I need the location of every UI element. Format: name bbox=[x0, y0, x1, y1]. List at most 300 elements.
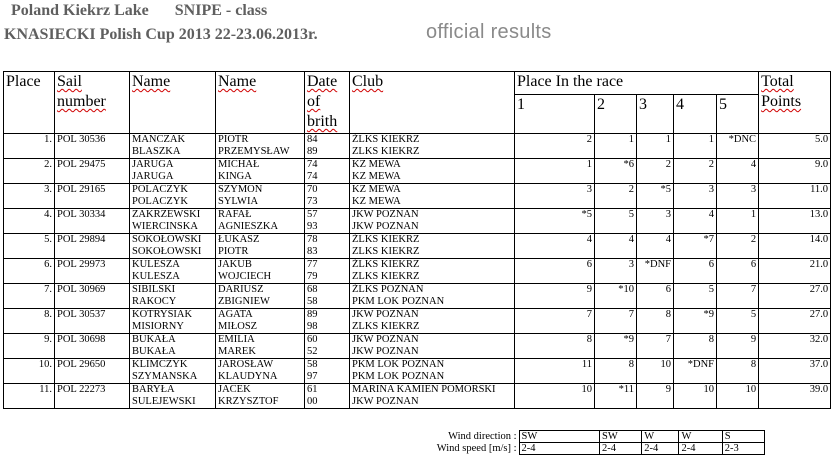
cell-line: SIBILSKI bbox=[132, 284, 176, 295]
place-cell bbox=[4, 259, 55, 284]
place-value: 4. bbox=[44, 209, 52, 220]
cell-line: 77 bbox=[307, 259, 318, 270]
race-result-cell bbox=[717, 309, 759, 334]
race-result-value: 6 bbox=[708, 259, 714, 270]
total-points-value: 21.0 bbox=[809, 259, 829, 270]
race-result-value: *DNF bbox=[687, 359, 714, 370]
cell-line: BLASZKA bbox=[132, 146, 181, 157]
place-cell bbox=[4, 309, 55, 334]
race-result-cell bbox=[674, 134, 717, 159]
race-result-value: 2 bbox=[628, 184, 634, 195]
race-result-value: 2 bbox=[665, 159, 671, 170]
cell-line: PIOTR bbox=[218, 246, 249, 257]
cell-line: JKW POZNAN bbox=[352, 309, 419, 320]
club-cell bbox=[350, 309, 515, 334]
race-result-cell bbox=[637, 134, 674, 159]
total-points-cell bbox=[759, 284, 831, 309]
race-result-cell bbox=[717, 384, 759, 409]
cell-line: JACEK bbox=[218, 384, 251, 395]
cell-line: 74 bbox=[307, 171, 318, 182]
birth-year-cell bbox=[305, 209, 350, 234]
results-table bbox=[3, 71, 831, 409]
race-result-cell bbox=[717, 284, 759, 309]
race-result-value: 7 bbox=[586, 309, 592, 320]
race-result-cell bbox=[515, 334, 595, 359]
cell-line: SOKOŁOWSKI bbox=[132, 234, 202, 245]
cell-line: 89 bbox=[307, 309, 318, 320]
cell-line: 84 bbox=[307, 134, 318, 145]
cell-line: MARINA KAMIEN POMORSKI bbox=[352, 384, 496, 395]
col-race-1: 1 bbox=[515, 95, 595, 134]
total-points-value: 14.0 bbox=[809, 234, 829, 245]
place-cell bbox=[4, 359, 55, 384]
place-value: 8. bbox=[44, 309, 52, 320]
col-race-5: 5 bbox=[717, 95, 759, 134]
cell-line: SZYMON bbox=[218, 184, 263, 195]
col-race-4: 4 bbox=[674, 95, 717, 134]
sail-number-value: POL 29650 bbox=[57, 359, 106, 370]
table-row bbox=[4, 334, 831, 359]
total-points-value: 13.0 bbox=[809, 209, 829, 220]
surname-cell bbox=[130, 334, 216, 359]
race-result-cell bbox=[637, 184, 674, 209]
cell-line: KULESZA bbox=[132, 271, 180, 282]
race-result-value: 10 bbox=[581, 384, 592, 395]
cell-line: RAKOCY bbox=[132, 296, 177, 307]
table-row bbox=[4, 134, 831, 159]
table-row bbox=[4, 259, 831, 284]
race-result-value: *5 bbox=[660, 184, 671, 195]
cell-line: JARUGA bbox=[132, 171, 174, 182]
race-result-cell bbox=[637, 384, 674, 409]
cell-line: 57 bbox=[307, 209, 318, 220]
wind-speed-label: Wind speed [m/s] : bbox=[436, 443, 517, 454]
cell-line: 58 bbox=[307, 359, 318, 370]
wind-direction-cell: W bbox=[642, 431, 679, 443]
club-cell bbox=[350, 284, 515, 309]
cell-line: 97 bbox=[307, 371, 318, 382]
official-results-title: official results bbox=[426, 21, 552, 43]
sail-number-value: POL 30698 bbox=[57, 334, 106, 345]
cell-line: 73 bbox=[307, 196, 318, 207]
first-name-cell bbox=[216, 334, 305, 359]
sail-number-value: POL 30334 bbox=[57, 209, 106, 220]
total-points-cell bbox=[759, 209, 831, 234]
race-result-cell bbox=[595, 359, 637, 384]
wind-speed-cell: 2-4 bbox=[679, 443, 722, 455]
race-result-value: 6 bbox=[665, 284, 671, 295]
race-result-cell bbox=[674, 259, 717, 284]
race-result-value: 8 bbox=[750, 359, 757, 370]
sail-number-value: POL 29894 bbox=[57, 234, 106, 245]
race-result-value: 4 bbox=[628, 234, 634, 245]
col-place: Place bbox=[4, 72, 55, 134]
cell-line: KOTRYSIAK bbox=[132, 309, 193, 320]
surname-cell bbox=[130, 259, 216, 284]
cell-line: 61 bbox=[307, 384, 318, 395]
race-result-value: 3 bbox=[750, 184, 757, 195]
race-result-value: 10 bbox=[660, 359, 671, 370]
race-result-cell bbox=[515, 359, 595, 384]
race-result-cell bbox=[515, 384, 595, 409]
wind-speed-cell: 2-4 bbox=[600, 443, 642, 455]
cell-line: MANCZAK bbox=[132, 134, 186, 145]
race-result-cell bbox=[515, 309, 595, 334]
race-result-value: 3 bbox=[665, 209, 671, 220]
birth-year-cell bbox=[305, 309, 350, 334]
race-result-value: *10 bbox=[618, 284, 634, 295]
total-points-cell bbox=[759, 309, 831, 334]
race-result-cell bbox=[515, 184, 595, 209]
race-result-cell bbox=[717, 259, 759, 284]
col-race-2: 2 bbox=[595, 95, 637, 134]
birth-year-cell bbox=[305, 259, 350, 284]
wind-direction-cell: S bbox=[722, 431, 764, 443]
club-cell bbox=[350, 209, 515, 234]
surname-cell bbox=[130, 209, 216, 234]
table-row bbox=[4, 384, 831, 409]
sail-number-cell bbox=[55, 359, 130, 384]
wind-speed-cell: 2-4 bbox=[642, 443, 679, 455]
race-result-value: *6 bbox=[623, 159, 634, 170]
race-result-cell bbox=[595, 134, 637, 159]
place-cell bbox=[4, 384, 55, 409]
race-result-value: 8 bbox=[708, 334, 714, 345]
race-result-value: 5 bbox=[628, 209, 634, 220]
race-result-cell bbox=[717, 334, 759, 359]
surname-cell bbox=[130, 184, 216, 209]
race-result-cell bbox=[717, 184, 759, 209]
race-result-value: 8 bbox=[628, 359, 634, 370]
cell-line: BARYŁA bbox=[132, 384, 175, 395]
race-result-value: 4 bbox=[750, 159, 757, 170]
cell-line: KZ MEWA bbox=[352, 159, 401, 170]
race-result-cell bbox=[717, 359, 759, 384]
cell-line: ŻLKS KIEKRZ bbox=[352, 134, 420, 145]
sail-number-cell bbox=[55, 284, 130, 309]
cell-line: 52 bbox=[307, 346, 318, 357]
club-cell bbox=[350, 359, 515, 384]
race-result-value: *9 bbox=[623, 334, 634, 345]
first-name-cell bbox=[216, 309, 305, 334]
cell-line: JKW POZNAN bbox=[352, 221, 419, 232]
first-name-cell bbox=[216, 284, 305, 309]
cell-line: KZ MEWA bbox=[352, 196, 401, 207]
header-line-2: KNASIECKI Polish Cup 2013 22-23.06.2013r. bbox=[4, 26, 318, 43]
col-race-group: Place In the race bbox=[515, 72, 759, 95]
race-result-value: 2 bbox=[750, 234, 757, 245]
total-points-value: 39.0 bbox=[809, 384, 829, 395]
race-result-cell bbox=[515, 134, 595, 159]
cell-line: ZAKRZEWSKI bbox=[132, 209, 201, 220]
cell-line: ZLKS KIEKRZ bbox=[352, 321, 420, 332]
cell-line: WIERCINSKA bbox=[132, 221, 198, 232]
place-cell bbox=[4, 184, 55, 209]
race-result-cell bbox=[674, 309, 717, 334]
cell-line: PRZEMYSŁAW bbox=[218, 146, 290, 157]
cell-line: BUKAŁA bbox=[132, 334, 176, 345]
cell-line: 00 bbox=[307, 396, 318, 407]
first-name-cell bbox=[216, 159, 305, 184]
race-result-value: 7 bbox=[750, 284, 757, 295]
race-result-cell bbox=[637, 159, 674, 184]
col-total-points: Total Points bbox=[759, 72, 831, 134]
surname-cell bbox=[130, 384, 216, 409]
sail-number-value: POL 30536 bbox=[57, 134, 106, 145]
race-result-value: 2 bbox=[586, 134, 592, 145]
cell-line: BUKAŁA bbox=[132, 346, 176, 357]
wind-direction-cell: SW bbox=[519, 431, 599, 443]
race-result-value: 6 bbox=[586, 259, 592, 270]
cell-line: AGNIESZKA bbox=[218, 221, 279, 232]
race-result-cell bbox=[595, 384, 637, 409]
place-value: 11. bbox=[39, 384, 52, 395]
race-result-cell bbox=[674, 184, 717, 209]
place-value: 1. bbox=[44, 134, 52, 145]
race-result-value: 4 bbox=[665, 234, 671, 245]
club-cell bbox=[350, 384, 515, 409]
birth-year-cell bbox=[305, 234, 350, 259]
cell-line: KULESZA bbox=[132, 259, 180, 270]
table-row bbox=[4, 284, 831, 309]
sail-number-value: POL 29165 bbox=[57, 184, 106, 195]
race-result-cell bbox=[637, 334, 674, 359]
cell-line: JKW POZNAN bbox=[352, 346, 419, 357]
cell-line: 78 bbox=[307, 234, 318, 245]
cell-line: DARIUSZ bbox=[218, 284, 264, 295]
cell-line: KRZYSZTOF bbox=[218, 396, 279, 407]
race-result-value: 9 bbox=[750, 334, 757, 345]
cell-line: JAROSŁAW bbox=[218, 359, 274, 370]
club-cell bbox=[350, 334, 515, 359]
table-row bbox=[4, 359, 831, 384]
race-result-cell bbox=[515, 259, 595, 284]
cell-line: JKW POZNAN bbox=[352, 209, 419, 220]
total-points-value: 27.0 bbox=[809, 309, 829, 320]
race-result-cell bbox=[717, 134, 759, 159]
cell-line: 60 bbox=[307, 334, 318, 345]
club-cell bbox=[350, 134, 515, 159]
total-points-value: 9.0 bbox=[814, 159, 829, 170]
race-result-cell bbox=[595, 309, 637, 334]
total-points-cell bbox=[759, 159, 831, 184]
race-result-cell bbox=[674, 334, 717, 359]
race-result-cell bbox=[595, 284, 637, 309]
race-result-value: *9 bbox=[703, 309, 714, 320]
club-cell bbox=[350, 184, 515, 209]
event-location: Poland Kiekrz Lake bbox=[11, 2, 149, 19]
place-cell bbox=[4, 234, 55, 259]
race-result-cell bbox=[515, 159, 595, 184]
sail-number-value: POL 22273 bbox=[57, 384, 106, 395]
boat-class: SNIPE - class bbox=[174, 2, 268, 19]
race-result-value: 8 bbox=[665, 309, 671, 320]
table-row bbox=[4, 184, 831, 209]
cell-line: KLIMCZYK bbox=[132, 359, 188, 370]
cell-line: RAFAŁ bbox=[218, 209, 252, 220]
cell-line: ZLKS KIEKRZ bbox=[352, 271, 420, 282]
cell-line: KINGA bbox=[218, 171, 252, 182]
surname-cell bbox=[130, 234, 216, 259]
sail-number-value: POL 30537 bbox=[57, 309, 106, 320]
race-result-value: 5 bbox=[708, 284, 714, 295]
total-points-cell bbox=[759, 134, 831, 159]
race-result-cell bbox=[637, 284, 674, 309]
cell-line: AGATA bbox=[218, 309, 253, 320]
cell-line: 79 bbox=[307, 271, 318, 282]
col-date-of-birth: Date of brith bbox=[305, 72, 350, 134]
place-value: 10. bbox=[38, 359, 52, 370]
total-points-value: 5.0 bbox=[814, 134, 829, 145]
birth-year-cell bbox=[305, 384, 350, 409]
sail-number-cell bbox=[55, 159, 130, 184]
first-name-cell bbox=[216, 134, 305, 159]
total-points-cell bbox=[759, 359, 831, 384]
sail-number-cell bbox=[55, 209, 130, 234]
race-result-cell bbox=[637, 259, 674, 284]
col-race-3: 3 bbox=[637, 95, 674, 134]
first-name-cell bbox=[216, 384, 305, 409]
cell-line: ŻLKS POZNAN bbox=[352, 284, 424, 295]
race-result-value: 1 bbox=[750, 209, 757, 220]
place-cell bbox=[4, 334, 55, 359]
total-points-cell bbox=[759, 334, 831, 359]
cell-line: ŻLKS KIEKRZ bbox=[352, 234, 420, 245]
cell-line: 83 bbox=[307, 246, 318, 257]
race-result-cell bbox=[674, 209, 717, 234]
surname-cell bbox=[130, 134, 216, 159]
cell-line: 58 bbox=[307, 296, 318, 307]
cell-line: SULEJEWSKI bbox=[132, 396, 196, 407]
wind-speed-cell: 2-4 bbox=[519, 443, 599, 455]
sail-number-cell bbox=[55, 334, 130, 359]
birth-year-cell bbox=[305, 334, 350, 359]
race-result-cell bbox=[637, 234, 674, 259]
place-value: 6. bbox=[44, 259, 52, 270]
cell-line: 68 bbox=[307, 284, 318, 295]
race-result-value: 7 bbox=[628, 309, 634, 320]
place-cell bbox=[4, 209, 55, 234]
total-points-value: 11.0 bbox=[810, 184, 829, 195]
race-result-cell bbox=[515, 234, 595, 259]
total-points-value: 27.0 bbox=[809, 284, 829, 295]
table-row bbox=[4, 309, 831, 334]
race-result-value: 9 bbox=[586, 284, 592, 295]
col-surname: Name bbox=[130, 72, 216, 134]
race-result-cell bbox=[595, 334, 637, 359]
cell-line: ZLKS KIEKRZ bbox=[352, 146, 420, 157]
race-result-cell bbox=[515, 209, 595, 234]
surname-cell bbox=[130, 359, 216, 384]
race-result-value: 1 bbox=[665, 134, 671, 145]
race-result-value: 9 bbox=[665, 384, 671, 395]
results-body bbox=[4, 134, 831, 409]
race-result-cell bbox=[674, 159, 717, 184]
race-result-cell bbox=[674, 384, 717, 409]
place-value: 5. bbox=[44, 234, 52, 245]
total-points-value: 37.0 bbox=[809, 359, 829, 370]
birth-year-cell bbox=[305, 184, 350, 209]
race-result-cell bbox=[595, 234, 637, 259]
cell-line: KZ MEWA bbox=[352, 184, 401, 195]
cell-line: MIŁOSZ bbox=[218, 321, 258, 332]
race-result-cell bbox=[674, 284, 717, 309]
cell-line: PKM LOK POZNAN bbox=[352, 296, 445, 307]
race-result-cell bbox=[595, 184, 637, 209]
race-result-value: 1 bbox=[628, 134, 634, 145]
total-points-cell bbox=[759, 184, 831, 209]
wind-table bbox=[3, 430, 830, 464]
cell-line: SYLWIA bbox=[218, 196, 259, 207]
cell-line: KZ MEWA bbox=[352, 171, 401, 182]
race-result-cell bbox=[637, 359, 674, 384]
total-points-value: 32.0 bbox=[809, 334, 829, 345]
race-result-value: 6 bbox=[750, 259, 757, 270]
surname-cell bbox=[130, 159, 216, 184]
race-result-cell bbox=[637, 309, 674, 334]
cell-line: JARUGA bbox=[132, 159, 174, 170]
cell-line: WOJCIECH bbox=[218, 271, 272, 282]
sail-number-cell bbox=[55, 309, 130, 334]
place-cell bbox=[4, 159, 55, 184]
race-result-value: 4 bbox=[586, 234, 592, 245]
cell-line: ZLKS KIEKRZ bbox=[352, 246, 420, 257]
birth-year-cell bbox=[305, 159, 350, 184]
surname-cell bbox=[130, 309, 216, 334]
sail-number-value: POL 29973 bbox=[57, 259, 106, 270]
place-value: 2. bbox=[44, 159, 52, 170]
cell-line: ZBIGNIEW bbox=[218, 296, 270, 307]
total-points-cell bbox=[759, 384, 831, 409]
race-result-cell bbox=[595, 209, 637, 234]
cell-line: 89 bbox=[307, 146, 318, 157]
cell-line: PIOTR bbox=[218, 134, 249, 145]
birth-year-cell bbox=[305, 284, 350, 309]
cell-line: 93 bbox=[307, 221, 318, 232]
race-result-value: *11 bbox=[618, 384, 634, 395]
race-result-value: 3 bbox=[628, 259, 634, 270]
race-result-value: 3 bbox=[708, 184, 714, 195]
cell-line: POLACZYK bbox=[132, 196, 189, 207]
wind-direction-label: Wind direction : bbox=[448, 431, 517, 442]
cell-line: JKW POZNAN bbox=[352, 334, 419, 345]
race-result-value: 1 bbox=[708, 134, 714, 145]
cell-line: SOKOŁOWSKI bbox=[132, 246, 202, 257]
first-name-cell bbox=[216, 359, 305, 384]
col-first-name: Name bbox=[216, 72, 305, 134]
race-result-value: *7 bbox=[703, 234, 714, 245]
race-result-value: 3 bbox=[586, 184, 592, 195]
race-result-value: 8 bbox=[586, 334, 592, 345]
table-row bbox=[4, 234, 831, 259]
race-result-value: 7 bbox=[665, 334, 671, 345]
race-result-value: *DNC bbox=[728, 134, 757, 145]
cell-line: JKW POZNAN bbox=[352, 396, 419, 407]
cell-line: POLACZYK bbox=[132, 184, 189, 195]
club-cell bbox=[350, 234, 515, 259]
race-result-cell bbox=[595, 259, 637, 284]
race-result-value: 1 bbox=[586, 159, 592, 170]
race-result-value: 2 bbox=[708, 159, 714, 170]
place-value: 7. bbox=[44, 284, 52, 295]
cell-line: MAREK bbox=[218, 346, 256, 357]
total-points-cell bbox=[759, 234, 831, 259]
birth-year-cell bbox=[305, 359, 350, 384]
col-club: Club bbox=[350, 72, 515, 134]
place-cell bbox=[4, 284, 55, 309]
race-result-value: 11 bbox=[581, 359, 592, 370]
col-sail-number: Sail number bbox=[55, 72, 130, 134]
